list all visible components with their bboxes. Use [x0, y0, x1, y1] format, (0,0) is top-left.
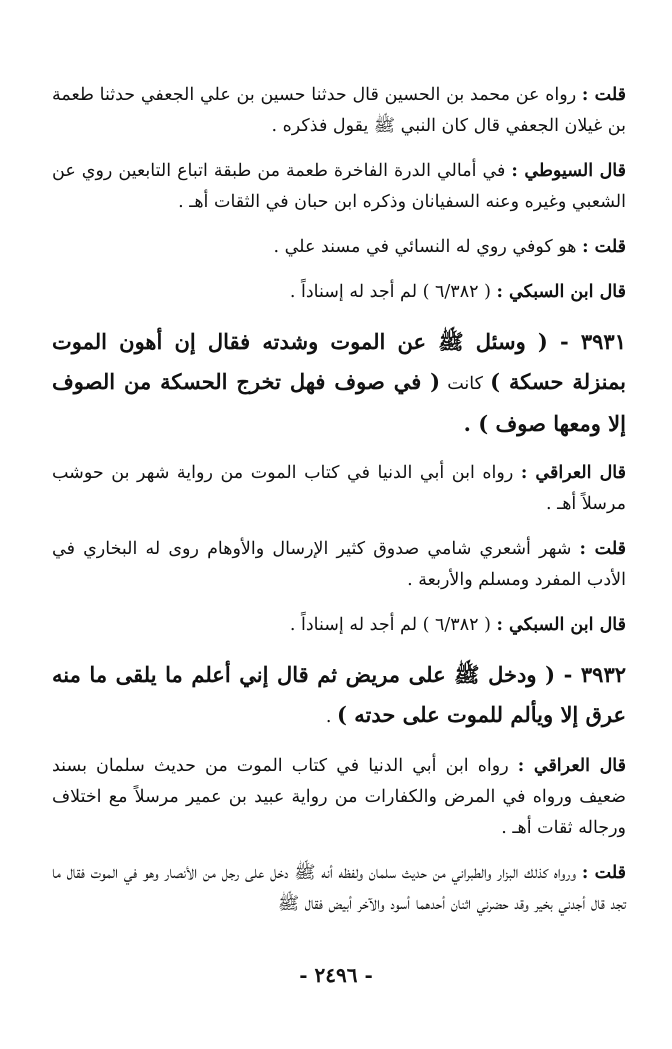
paragraph-lead: قلت :: [581, 863, 626, 883]
paragraph-text: ( ٦/٣٨٢ ) لم أجد له إسناداً .: [289, 615, 497, 635]
paragraph-lead: قلت :: [581, 85, 626, 105]
paragraph-lead: قلت :: [582, 237, 626, 257]
hadith-3932: [52, 655, 626, 737]
hadith-text-bold-2: ( في صوف فهل تخرج الحسكة من الصوف إلا ومعها صوف ) .: [52, 369, 626, 436]
paragraph-text: هو كوفي روي له النسائي في مسند علي .: [273, 237, 583, 257]
hadith-3931: [52, 322, 626, 444]
hadith-text-bold: ( ودخل ﷺ على مريض ثم قال إني أعلم ما يلقى ما منه عرق إلا ويألم للموت على حدته ): [52, 662, 626, 727]
paragraph-lead: قال ابن السبكي :: [496, 615, 626, 635]
paragraph-text: ورواه كذلك البزار والطبراني من حديث سلمان ولفظه أنه ﷺ دخل على رجل من الأنصار وهو في الموت فقال ما تجد قال أجدني بخير وقد حضرني اثنان أحدهما أسود والآخر أبيض فقال ﷺ: [52, 863, 626, 914]
hadith-number: ٣٩٣١ -: [560, 329, 626, 354]
paragraph-text: رواه ابن أبي الدنيا في كتاب الموت من رواية شهر بن حوشب مرسلاً أهـ .: [52, 463, 626, 514]
comment-paragraph: [52, 80, 626, 142]
page-number: - ٢٤٩٦ -: [299, 963, 373, 987]
comment-paragraph: [52, 232, 626, 263]
subki-paragraph: [52, 610, 626, 641]
comment-paragraph: [52, 534, 626, 596]
paragraph-lead: قلت :: [579, 539, 626, 559]
paragraph-text: شهر أشعري شامي صدوق كثير الإرسال والأوهام روى له البخاري في الأدب المفرد ومسلم والأربعة .: [52, 539, 626, 590]
subki-paragraph: [52, 277, 626, 308]
paragraph-text: في أمالي الدرة الفاخرة طعمة من طبقة اتباع التابعين روي عن الشعبي وغيره وعنه السفيانان وذكره ابن حبان في الثقات أهـ .: [52, 161, 626, 212]
paragraph-lead: قال العراقي :: [520, 463, 626, 483]
hadith-number: ٣٩٣٢ -: [563, 662, 627, 687]
suyuti-paragraph: [52, 156, 626, 218]
comment-paragraph: [52, 858, 626, 920]
paragraph-text: ( ٦/٣٨٢ ) لم أجد له إسناداً .: [289, 282, 497, 302]
paragraph-lead: قال العراقي :: [517, 756, 626, 776]
iraqi-paragraph: [52, 458, 626, 520]
hadith-text-bold: ( وسئل ﷺ عن الموت وشدته فقال إن أهون الموت بمنزلة حسكة ): [52, 329, 627, 394]
paragraph-lead: قال ابن السبكي :: [496, 282, 626, 302]
paragraph-text: رواه ابن أبي الدنيا في كتاب الموت من حديث سلمان بسند ضعيف ورواه في المرض والكفارات من رواية عبيد بن عمير مرسلاً مع اختلاف ورجاله ثقات أهـ .: [52, 756, 626, 838]
iraqi-paragraph: [52, 751, 626, 844]
hadith-text-plain: .: [325, 707, 337, 727]
paragraph-lead: قال السيوطي :: [511, 161, 627, 181]
hadith-text-plain: كانت: [440, 374, 491, 394]
paragraph-text: رواه عن محمد بن الحسين قال حدثنا حسين بن علي الجعفي حدثنا طعمة بن غيلان الجعفي قال كان النبي ﷺ يقول فذكره .: [52, 85, 626, 136]
